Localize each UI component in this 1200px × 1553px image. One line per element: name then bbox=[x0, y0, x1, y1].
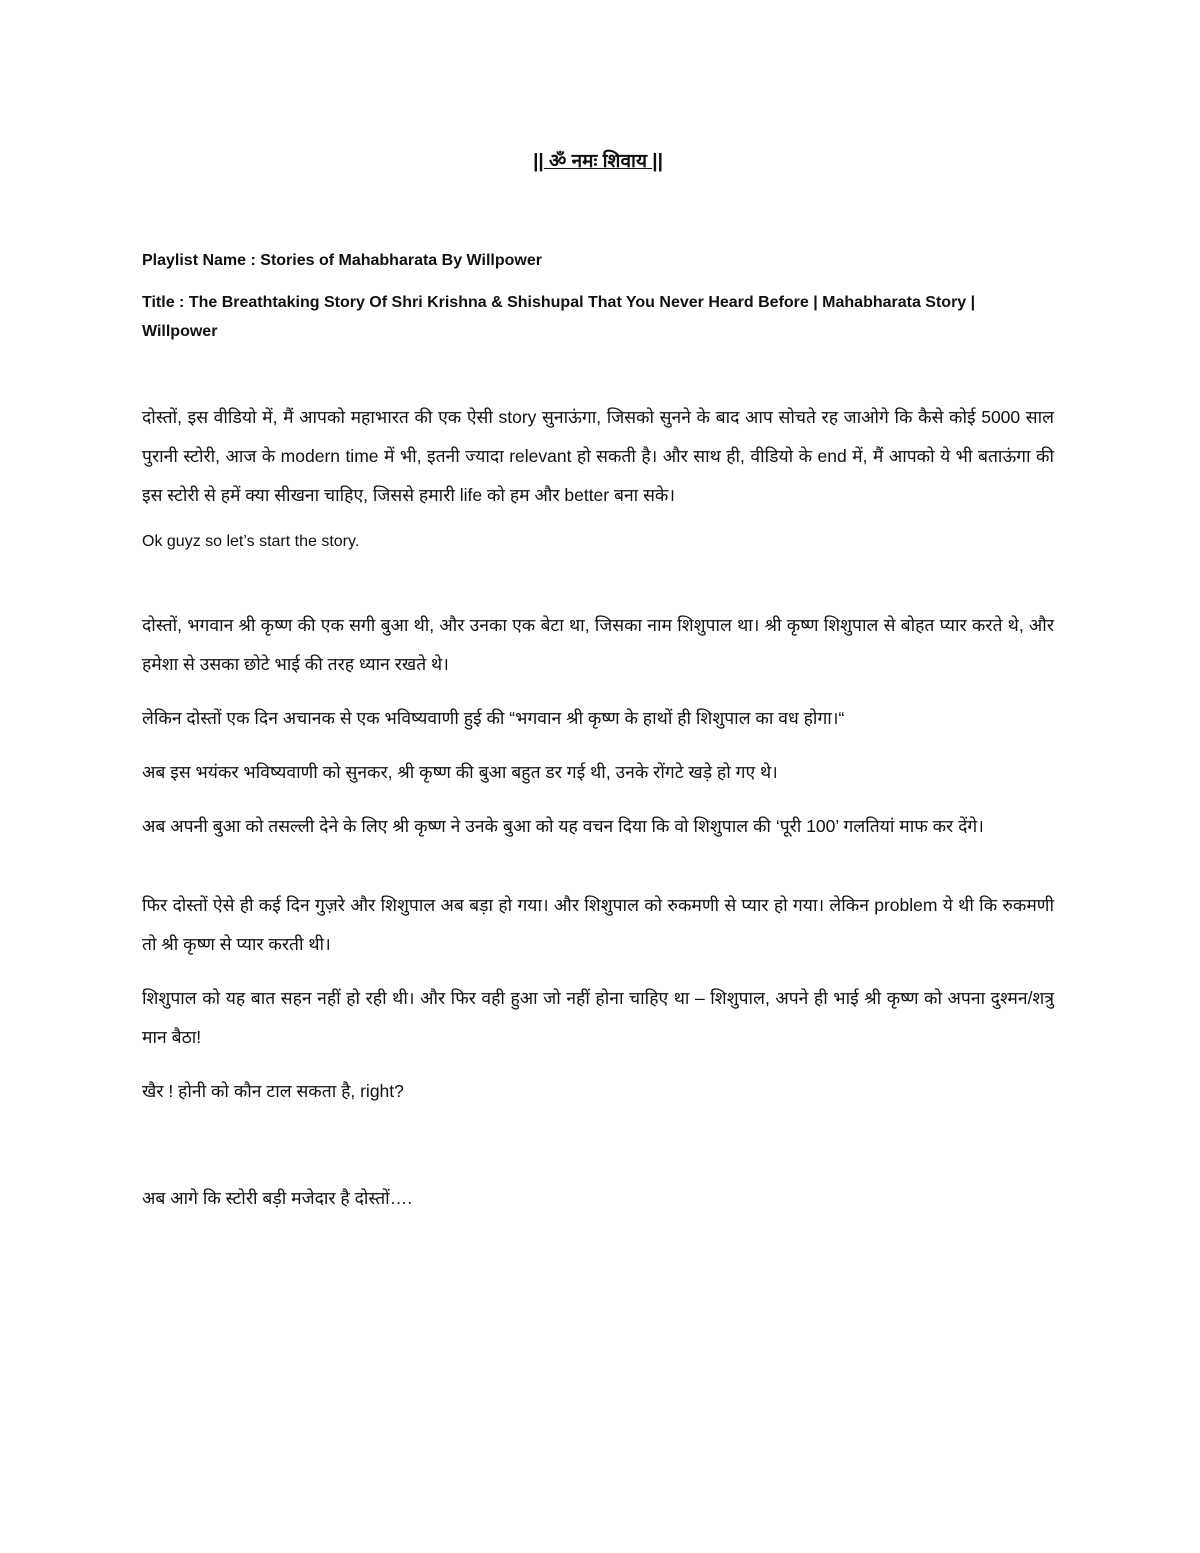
story-paragraph-5: फिर दोस्तों ऐसे ही कई दिन गुज़रे और शिशुपाल अब बड़ा हो गया। और शिशुपाल को रुकमणी से प्यार हो गया। लेकिन problem ये थी कि रुकमणी तो श्री कृष्ण से प्यार करती थी। bbox=[142, 895, 1054, 954]
start-line: Ok guyz so let’s start the story. bbox=[142, 533, 360, 550]
playlist-name: Playlist Name : Stories of Mahabharata By Willpower bbox=[142, 252, 542, 269]
story-paragraph-4: अब अपनी बुआ को तसल्ली देने के लिए श्री कृष्ण ने उनके बुआ को यह वचन दिया कि वो शिशुपाल की ‘पूरी 100’ गलतियां माफ कर देंगे। bbox=[142, 816, 984, 836]
story-paragraph-6: शिशुपाल को यह बात सहन नहीं हो रही थी। और फिर वही हुआ जो नहीं होना चाहिए था – शिशुपाल, अपने ही भाई श्री कृष्ण को अपना दुश्मन/शत्रु मान बैठा! bbox=[142, 988, 1054, 1047]
story-paragraph-1: दोस्तों, भगवान श्री कृष्ण की एक सगी बुआ थी, और उनका एक बेटा था, जिसका नाम शिशुपाल था। श्री कृष्ण शिशुपाल से बोहत प्यार करते थे, और हमेशा से उसका छोटे भाई की तरह ध्यान रखते थे। bbox=[142, 615, 1054, 674]
story-paragraph-8: अब आगे कि स्टोरी बड़ी मजेदार है दोस्तों…. bbox=[142, 1188, 413, 1208]
story-paragraph-7: खैर ! होनी को कौन टाल सकता है, right? bbox=[142, 1081, 404, 1101]
intro-paragraph: दोस्तों, इस वीडियो में, मैं आपको महाभारत की एक ऐसी story सुनाऊंगा, जिसको सुनने के बाद आप सोचते रह जाओगे कि कैसे कोई 5000 साल पुरानी स्टोरी, आज के modern time में भी, इतनी ज्यादा relevant हो सकती है। और साथ ही, वीडियो के end में, मैं आपको ये भी बताऊंगा की इस स्टोरी से हमें क्या सीखना चाहिए, जिससे हमारी life को हम और better बना सके। bbox=[142, 407, 1054, 505]
document-body bbox=[142, 148, 1054, 1233]
video-title: Title : The Breathtaking Story Of Shri Krishna & Shishupal That You Never Heard Before | Mahabharata Story | Willpower bbox=[142, 294, 976, 340]
invocation-heading: || ॐ नमः शिवाय || bbox=[533, 151, 663, 172]
story-paragraph-3: अब इस भयंकर भविष्यवाणी को सुनकर, श्री कृष्ण की बुआ बहुत डर गई थी, उनके रोंगटे खड़े हो गए थे। bbox=[142, 762, 778, 782]
story-paragraph-2: लेकिन दोस्तों एक दिन अचानक से एक भविष्यवाणी हुई की “भगवान श्री कृष्ण के हाथों ही शिशुपाल का वध होगा।“ bbox=[142, 708, 845, 728]
